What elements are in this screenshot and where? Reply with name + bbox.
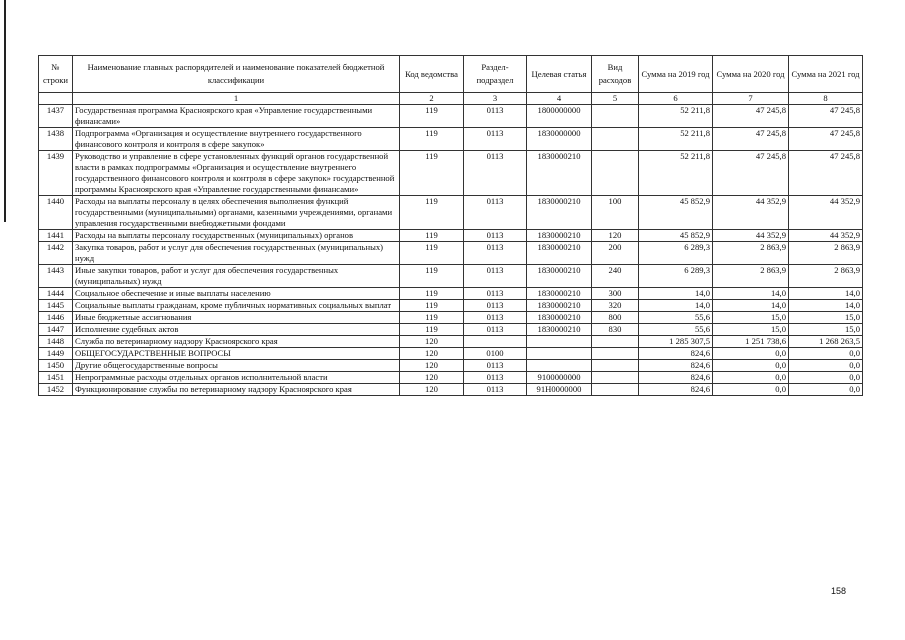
sum-2020: 0,0 xyxy=(713,360,789,372)
department-code: 119 xyxy=(400,265,464,288)
sum-2019: 6 289,3 xyxy=(639,242,713,265)
target-item: 1830000210 xyxy=(527,288,592,300)
target-item: 91Н0000000 xyxy=(527,384,592,396)
header-row xyxy=(39,56,863,93)
sum-2021: 2 863,9 xyxy=(789,265,863,288)
row-name: Социальные выплаты гражданам, кроме публичных нормативных социальных выплат xyxy=(73,300,400,312)
table-row xyxy=(39,128,863,151)
table-row xyxy=(39,312,863,324)
department-code: 119 xyxy=(400,242,464,265)
department-code: 120 xyxy=(400,348,464,360)
section-code: 0113 xyxy=(464,300,527,312)
sum-2019: 52 211,8 xyxy=(639,128,713,151)
expense-type xyxy=(592,105,639,128)
column-number: 7 xyxy=(713,93,789,105)
row-name: Иные бюджетные ассигнования xyxy=(73,312,400,324)
table-row xyxy=(39,348,863,360)
section-code: 0113 xyxy=(464,242,527,265)
sum-2019: 1 285 307,5 xyxy=(639,336,713,348)
sum-2020: 44 352,9 xyxy=(713,230,789,242)
row-number: 1446 xyxy=(39,312,73,324)
sum-2019: 824,6 xyxy=(639,384,713,396)
target-item xyxy=(527,348,592,360)
department-code: 119 xyxy=(400,128,464,151)
row-name: Исполнение судебных актов xyxy=(73,324,400,336)
section-code: 0113 xyxy=(464,105,527,128)
row-number: 1442 xyxy=(39,242,73,265)
target-item: 1830000210 xyxy=(527,324,592,336)
row-number: 1447 xyxy=(39,324,73,336)
row-name: Закупка товаров, работ и услуг для обеспечения государственных (муниципальных) нужд xyxy=(73,242,400,265)
row-number: 1451 xyxy=(39,372,73,384)
header-section: Раздел-подраздел xyxy=(464,56,527,93)
sum-2021: 15,0 xyxy=(789,312,863,324)
sum-2020: 2 863,9 xyxy=(713,242,789,265)
expense-type xyxy=(592,384,639,396)
row-number: 1452 xyxy=(39,384,73,396)
table-row xyxy=(39,300,863,312)
row-number: 1437 xyxy=(39,105,73,128)
column-number-row xyxy=(39,93,863,105)
column-number: 4 xyxy=(527,93,592,105)
department-code: 120 xyxy=(400,384,464,396)
row-name: Расходы на выплаты персоналу государственных (муниципальных) органов xyxy=(73,230,400,242)
department-code: 119 xyxy=(400,300,464,312)
section-code: 0113 xyxy=(464,288,527,300)
department-code: 119 xyxy=(400,230,464,242)
row-name: Государственная программа Красноярского края «Управление государственными финансами» xyxy=(73,105,400,128)
row-name: Непрограммные расходы отдельных органов исполнительной власти xyxy=(73,372,400,384)
sum-2019: 55,6 xyxy=(639,324,713,336)
expense-type: 320 xyxy=(592,300,639,312)
header-sum-2021: Сумма на 2021 год xyxy=(789,56,863,93)
row-number: 1439 xyxy=(39,151,73,196)
table-row xyxy=(39,324,863,336)
table-row xyxy=(39,242,863,265)
sum-2020: 47 245,8 xyxy=(713,128,789,151)
sum-2021: 0,0 xyxy=(789,384,863,396)
table-row xyxy=(39,196,863,230)
row-number: 1441 xyxy=(39,230,73,242)
target-item: 1830000210 xyxy=(527,230,592,242)
expense-type: 300 xyxy=(592,288,639,300)
sum-2021: 14,0 xyxy=(789,288,863,300)
sum-2020: 0,0 xyxy=(713,384,789,396)
department-code: 120 xyxy=(400,336,464,348)
sum-2020: 15,0 xyxy=(713,312,789,324)
row-number: 1443 xyxy=(39,265,73,288)
sum-2019: 824,6 xyxy=(639,348,713,360)
row-name: Расходы на выплаты персоналу в целях обеспечения выполнения функций государственными (муниципальными) органами, казенными учреждениями, органами управления государственными внебюджетными фондами xyxy=(73,196,400,230)
sum-2020: 2 863,9 xyxy=(713,265,789,288)
sum-2020: 0,0 xyxy=(713,372,789,384)
page-number: 158 xyxy=(830,586,846,596)
section-code: 0113 xyxy=(464,230,527,242)
section-code: 0113 xyxy=(464,324,527,336)
column-number: 2 xyxy=(400,93,464,105)
column-number: 3 xyxy=(464,93,527,105)
section-code: 0113 xyxy=(464,128,527,151)
sum-2020: 0,0 xyxy=(713,348,789,360)
row-number: 1449 xyxy=(39,348,73,360)
section-code: 0113 xyxy=(464,360,527,372)
table-row xyxy=(39,288,863,300)
expense-type: 830 xyxy=(592,324,639,336)
sum-2019: 6 289,3 xyxy=(639,265,713,288)
table-row xyxy=(39,336,863,348)
section-code: 0113 xyxy=(464,265,527,288)
department-code: 120 xyxy=(400,360,464,372)
department-code: 120 xyxy=(400,372,464,384)
sum-2020: 14,0 xyxy=(713,288,789,300)
sum-2021: 47 245,8 xyxy=(789,105,863,128)
header-row-number: № строки xyxy=(39,56,73,93)
column-number xyxy=(39,93,73,105)
department-code: 119 xyxy=(400,151,464,196)
header-department-code: Код ведомства xyxy=(400,56,464,93)
sum-2020: 15,0 xyxy=(713,324,789,336)
sum-2019: 824,6 xyxy=(639,360,713,372)
table-row xyxy=(39,230,863,242)
sum-2021: 1 268 263,5 xyxy=(789,336,863,348)
column-number: 8 xyxy=(789,93,863,105)
row-number: 1440 xyxy=(39,196,73,230)
sum-2020: 44 352,9 xyxy=(713,196,789,230)
budget-table xyxy=(38,55,863,396)
section-code: 0113 xyxy=(464,196,527,230)
target-item: 1830000210 xyxy=(527,242,592,265)
section-code xyxy=(464,336,527,348)
target-item: 9100000000 xyxy=(527,372,592,384)
expense-type xyxy=(592,372,639,384)
row-number: 1438 xyxy=(39,128,73,151)
sum-2019: 45 852,9 xyxy=(639,196,713,230)
table-row xyxy=(39,151,863,196)
department-code: 119 xyxy=(400,312,464,324)
sum-2019: 55,6 xyxy=(639,312,713,324)
sum-2021: 47 245,8 xyxy=(789,151,863,196)
row-name: Другие общегосударственные вопросы xyxy=(73,360,400,372)
department-code: 119 xyxy=(400,196,464,230)
section-code: 0113 xyxy=(464,151,527,196)
expense-type: 100 xyxy=(592,196,639,230)
expense-type xyxy=(592,336,639,348)
expense-type xyxy=(592,360,639,372)
row-name: Социальное обеспечение и иные выплаты населению xyxy=(73,288,400,300)
target-item: 1800000000 xyxy=(527,105,592,128)
expense-type: 240 xyxy=(592,265,639,288)
header-sum-2019: Сумма на 2019 год xyxy=(639,56,713,93)
sum-2019: 14,0 xyxy=(639,300,713,312)
expense-type xyxy=(592,348,639,360)
header-expense-type: Вид расходов xyxy=(592,56,639,93)
sum-2021: 44 352,9 xyxy=(789,196,863,230)
target-item: 1830000210 xyxy=(527,196,592,230)
sum-2020: 47 245,8 xyxy=(713,105,789,128)
header-target-item: Целевая статья xyxy=(527,56,592,93)
sum-2021: 2 863,9 xyxy=(789,242,863,265)
target-item xyxy=(527,336,592,348)
table-row xyxy=(39,384,863,396)
section-code: 0100 xyxy=(464,348,527,360)
expense-type xyxy=(592,151,639,196)
section-code: 0113 xyxy=(464,372,527,384)
table-row xyxy=(39,105,863,128)
row-name: Иные закупки товаров, работ и услуг для обеспечения государственных (муниципальных) нужд xyxy=(73,265,400,288)
row-number: 1450 xyxy=(39,360,73,372)
row-number: 1448 xyxy=(39,336,73,348)
column-number: 1 xyxy=(73,93,400,105)
section-code: 0113 xyxy=(464,384,527,396)
header-name: Наименование главных распорядителей и наименование показателей бюджетной классификации xyxy=(73,56,400,93)
sum-2020: 14,0 xyxy=(713,300,789,312)
row-name: Служба по ветеринарному надзору Красноярского края xyxy=(73,336,400,348)
sum-2021: 15,0 xyxy=(789,324,863,336)
sum-2021: 44 352,9 xyxy=(789,230,863,242)
sum-2020: 47 245,8 xyxy=(713,151,789,196)
table-row xyxy=(39,360,863,372)
table-row xyxy=(39,372,863,384)
sum-2019: 45 852,9 xyxy=(639,230,713,242)
expense-type xyxy=(592,128,639,151)
column-number: 5 xyxy=(592,93,639,105)
sum-2021: 0,0 xyxy=(789,360,863,372)
target-item: 1830000210 xyxy=(527,151,592,196)
sum-2021: 47 245,8 xyxy=(789,128,863,151)
target-item: 1830000000 xyxy=(527,128,592,151)
row-name: Подпрограмма «Организация и осуществление внутреннего государственного финансового контроля и контроля в сфере закупок» xyxy=(73,128,400,151)
row-number: 1444 xyxy=(39,288,73,300)
target-item xyxy=(527,360,592,372)
expense-type: 120 xyxy=(592,230,639,242)
target-item: 1830000210 xyxy=(527,312,592,324)
department-code: 119 xyxy=(400,324,464,336)
section-code: 0113 xyxy=(464,312,527,324)
row-name: Функционирование службы по ветеринарному надзору Красноярского края xyxy=(73,384,400,396)
sum-2019: 52 211,8 xyxy=(639,151,713,196)
department-code: 119 xyxy=(400,288,464,300)
expense-type: 800 xyxy=(592,312,639,324)
sum-2019: 824,6 xyxy=(639,372,713,384)
sum-2019: 52 211,8 xyxy=(639,105,713,128)
sum-2021: 0,0 xyxy=(789,372,863,384)
target-item: 1830000210 xyxy=(527,265,592,288)
target-item: 1830000210 xyxy=(527,300,592,312)
header-sum-2020: Сумма на 2020 год xyxy=(713,56,789,93)
department-code: 119 xyxy=(400,105,464,128)
expense-type: 200 xyxy=(592,242,639,265)
sum-2020: 1 251 738,6 xyxy=(713,336,789,348)
margin-rule xyxy=(4,0,6,222)
row-number: 1445 xyxy=(39,300,73,312)
row-name: ОБЩЕГОСУДАРСТВЕННЫЕ ВОПРОСЫ xyxy=(73,348,400,360)
column-number: 6 xyxy=(639,93,713,105)
sum-2021: 0,0 xyxy=(789,348,863,360)
sum-2019: 14,0 xyxy=(639,288,713,300)
row-name: Руководство и управление в сфере установленных функций органов государственной власти в рамках подпрограммы «Организация и осуществление внутреннего государственного финансового контроля и контроля в сфере закупок» государственной программы Красноярского края «Управление государственными финансами» xyxy=(73,151,400,196)
sum-2021: 14,0 xyxy=(789,300,863,312)
table-row xyxy=(39,265,863,288)
